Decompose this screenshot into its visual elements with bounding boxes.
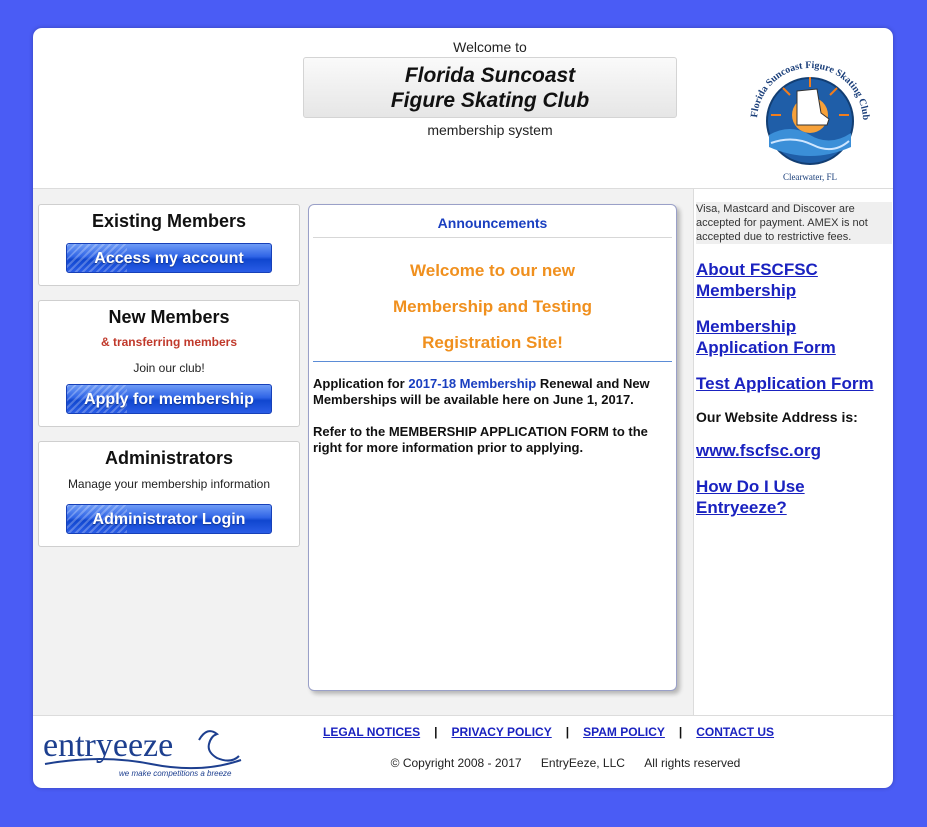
payment-note: Visa, Mastcard and Discover are accepted for payment. AMEX is not accepted due to restrictive fees. — [696, 202, 892, 244]
middle-column — [308, 189, 693, 715]
access-account-button[interactable]: Access my account — [66, 243, 272, 273]
left-column — [33, 189, 308, 715]
contact-us-link[interactable]: CONTACT US — [696, 725, 775, 739]
new-members-heading: New Members — [108, 307, 230, 327]
membership-application-form-link[interactable]: Membership Application Form — [696, 317, 836, 357]
administrators-heading: Administrators — [104, 448, 234, 468]
website-address-label: Our Website Address is: — [696, 409, 858, 425]
spam-policy-link[interactable]: SPAM POLICY — [583, 725, 665, 739]
announcements-title: Announcements — [437, 215, 548, 231]
club-title-line2: Figure Skating Club — [390, 89, 590, 112]
club-title-line1: Florida Suncoast — [404, 64, 576, 87]
page-card — [33, 28, 893, 788]
p1-text-a: Application for — [313, 376, 409, 391]
administrator-login-button[interactable]: Administrator Login — [66, 504, 272, 534]
privacy-policy-link[interactable]: PRIVACY POLICY — [451, 725, 552, 739]
rights-text: All rights reserved — [644, 756, 741, 770]
announcement-body — [313, 376, 663, 472]
copyright-text: © Copyright 2008 - 2017 — [390, 756, 522, 770]
logo-text-bottom: Clearwater, FL — [782, 172, 838, 182]
welcome-text: Welcome to — [453, 39, 527, 55]
welcome-line-2: Membership and Testing — [393, 297, 592, 316]
new-members-panel — [38, 300, 300, 427]
p1-highlight: 2017-18 Membership — [408, 376, 537, 391]
announcement-paragraph-2: Refer to the MEMBERSHIP APPLICATION FORM to the right for more information prior to applying. — [313, 424, 648, 455]
club-title-box — [303, 57, 677, 118]
footer-separator: | — [565, 725, 570, 739]
welcome-announcement — [309, 253, 676, 361]
legal-notices-link[interactable]: LEGAL NOTICES — [323, 725, 421, 739]
test-application-form-link[interactable]: Test Application Form — [696, 374, 874, 393]
transferring-members-subheading: & transferring members — [100, 335, 238, 349]
footer — [33, 716, 893, 788]
apply-membership-button[interactable]: Apply for membership — [66, 384, 272, 414]
announcements-box — [308, 204, 677, 691]
about-membership-link[interactable]: About FSCFSC Membership — [696, 260, 818, 300]
how-to-use-entryeeze-link[interactable]: How Do I Use Entryeeze? — [696, 477, 805, 517]
footer-links — [323, 725, 803, 739]
entryeeze-tagline: we make competitions a breeze — [119, 769, 232, 778]
right-sidebar — [693, 189, 893, 715]
copyright-line — [323, 756, 808, 770]
welcome-line-3: Registration Site! — [422, 333, 563, 352]
existing-members-heading: Existing Members — [91, 211, 247, 231]
administrators-panel — [38, 441, 300, 547]
join-club-text: Join our club! — [133, 361, 205, 375]
entryeeze-logo-text: entryeeze — [43, 727, 174, 764]
existing-members-panel — [38, 204, 300, 286]
website-link[interactable]: www.fscfsc.org — [696, 441, 822, 460]
footer-separator: | — [434, 725, 438, 739]
welcome-line-1: Welcome to our new — [410, 261, 575, 280]
announcements-blue-divider — [313, 361, 672, 362]
p1-text-b: Renewal and New Memberships will be available here on June 1, 2017. — [313, 376, 650, 407]
club-logo — [735, 43, 885, 183]
announcements-divider — [313, 237, 672, 238]
announcement-paragraph-1 — [313, 376, 663, 408]
header — [33, 28, 893, 188]
footer-separator: | — [678, 725, 683, 739]
membership-system-subtitle: membership system — [427, 122, 553, 138]
entryeeze-logo[interactable] — [41, 720, 251, 780]
logo-text-top: Florida Suncoast Figure Skating Club — [749, 59, 872, 121]
admin-description: Manage your membership information — [67, 477, 271, 491]
company-name: EntryEeze, LLC — [540, 756, 625, 770]
